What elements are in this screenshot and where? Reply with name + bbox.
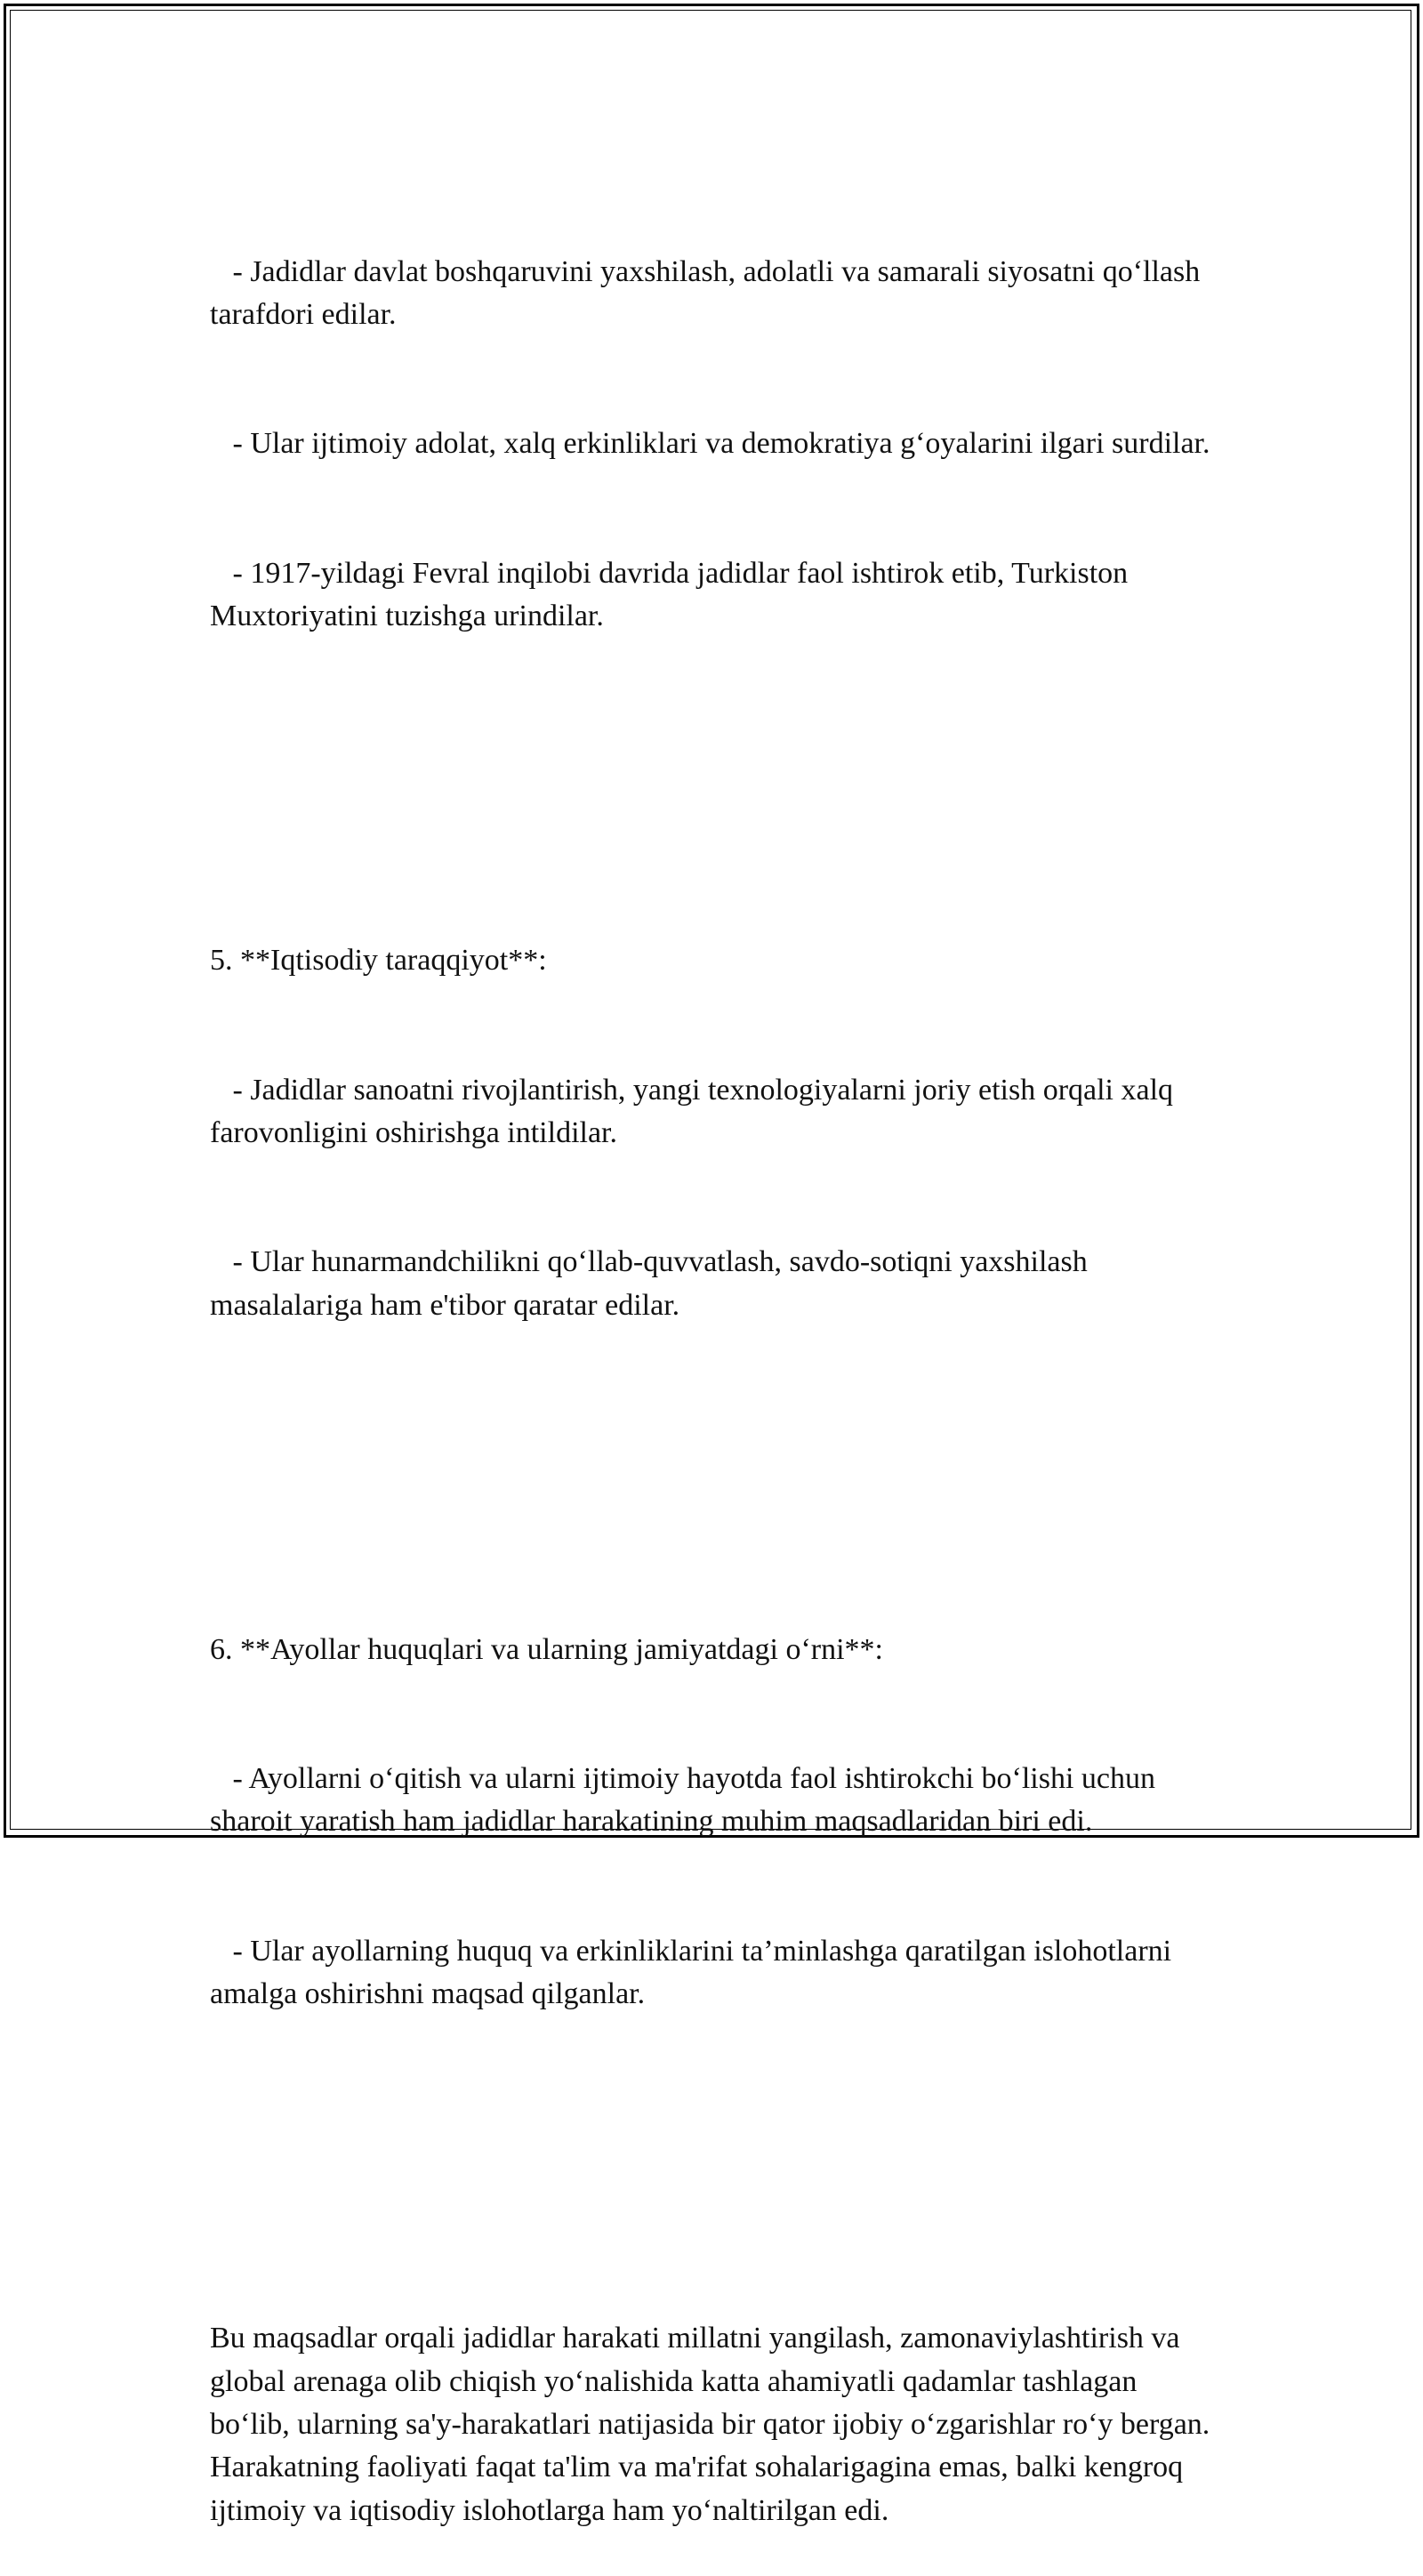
- section5-item-2: - Ular hunarmandchilikni qo‘llab-quvvatlash, savdo-sotiqni yaxshilash masalalariga ham e'tibor qaratar edilar.: [210, 1245, 1096, 1322]
- section4-item-2: - Ular ijtimoiy adolat, xalq erkinliklari va demokratiya g‘oyalarini ilgari surdilar.: [210, 427, 1210, 461]
- conclusion-paragraph: Bu maqsadlar orqali jadidlar harakati millatni yangilash, zamonaviylashtirish va global arenaga olib chiqish yo‘nalishida katta ahamiyatli qadamlar tashlagan bo‘lib, ularning sa'y-harakatlari natijasida bir qator ijobiy o‘zgarishlar ro‘y bergan. Harakatning faoliyati faqat ta'lim va ma'rifat sohalarigagina emas, balki kengroq ijtimoiy va iqtisodiy islohotlarga ham yo‘naltirilgan edi.: [210, 2322, 1218, 2527]
- section5-heading: 5. **Iqtisodiy taraqqiyot**:: [210, 944, 547, 978]
- paragraph-gap: [210, 2145, 1224, 2188]
- section5-item-1: - Jadidlar sanoatni rivojlantirish, yangi texnologiyalarni joriy etish orqali xalq farovonligini oshirishga intildilar.: [210, 1073, 1181, 1149]
- document-body: [210, 165, 1224, 2576]
- section4-item-1: - Jadidlar davlat boshqaruvini yaxshilash, adolatli va samarali siyosatni qo‘llash tarafdori edilar.: [210, 254, 1208, 332]
- paragraph-gap: [210, 1456, 1224, 1499]
- section6-heading: 6. **Ayollar huquqlari va ularning jamiyatdagi o‘rni**:: [210, 1632, 883, 1666]
- paragraph-gap: [210, 768, 1224, 810]
- section4-item-3: - 1917-yildagi Fevral inqilobi davrida jadidlar faol ishtirok etib, Turkiston Muxtoriyatini tuzishga urindilar.: [210, 556, 1136, 633]
- section6-item-1: - Ayollarni o‘qitish va ularni ijtimoiy hayotda faol ishtirokchi bo‘lishi uchun sharoit yaratish ham jadidlar harakatining muhim maqsadlaridan biri edi.: [210, 1762, 1163, 1839]
- section6-item-2: - Ular ayollarning huquq va erkinliklarini ta’minlashga qaratilgan islohotlarni amalga oshirishni maqsad qilganlar.: [210, 1934, 1179, 2011]
